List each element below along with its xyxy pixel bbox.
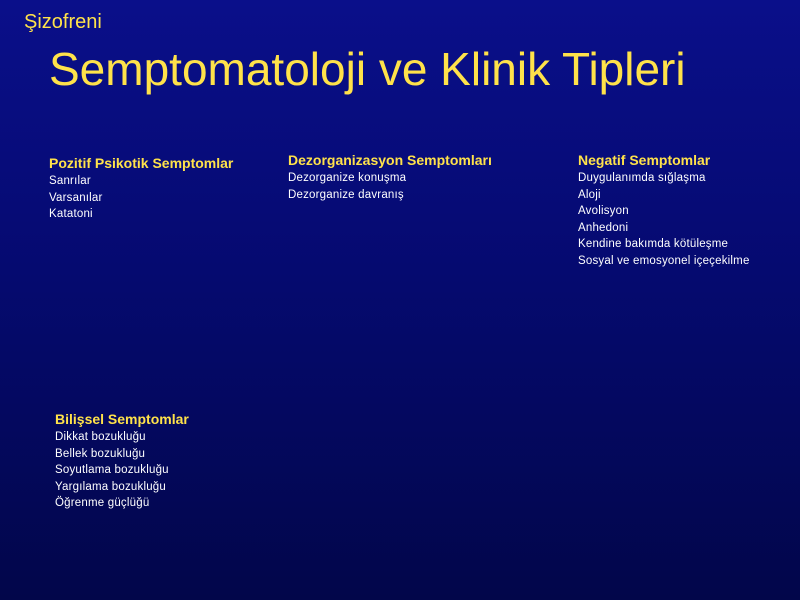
negative-symptoms-section bbox=[578, 150, 750, 269]
section-heading: Pozitif Psikotik Semptomlar bbox=[49, 155, 234, 171]
symptom-list bbox=[578, 170, 750, 269]
list-item: Dezorganize davranış bbox=[288, 188, 404, 201]
cognitive-symptoms-section bbox=[55, 409, 189, 512]
list-item: Duygulanımda sığlaşma bbox=[578, 172, 706, 184]
list-item: Bellek bozukluğu bbox=[55, 447, 146, 460]
section-heading: Negatif Semptomlar bbox=[578, 152, 711, 168]
symptom-list bbox=[49, 173, 233, 223]
list-item: Anhedoni bbox=[578, 221, 629, 234]
section-heading: Dezorganizasyon Semptomları bbox=[288, 152, 492, 168]
slide-topic: Şizofreni bbox=[24, 11, 102, 33]
slide-title: Semptomatoloji ve Klinik Tipleri bbox=[49, 43, 686, 95]
list-item: Soyutlama bozukluğu bbox=[55, 464, 169, 476]
disorganization-symptoms-section bbox=[288, 150, 492, 203]
section-heading: Bilişsel Semptomlar bbox=[55, 411, 189, 427]
list-item: Aloji bbox=[578, 188, 601, 201]
symptom-list bbox=[55, 429, 189, 512]
list-item: Öğrenme güçlüğü bbox=[55, 497, 150, 509]
positive-symptoms-section bbox=[49, 153, 233, 223]
list-item: Sosyal ve emosyonel içeçekilme bbox=[578, 254, 750, 267]
symptom-list bbox=[288, 170, 492, 203]
list-item: Katatoni bbox=[49, 208, 93, 220]
list-item: Kendine bakımda kötüleşme bbox=[578, 238, 729, 250]
list-item: Varsanılar bbox=[49, 191, 103, 204]
list-item: Yargılama bozukluğu bbox=[55, 480, 166, 493]
list-item: Sanrılar bbox=[49, 175, 91, 187]
list-item: Avolisyon bbox=[578, 205, 629, 217]
list-item: Dikkat bozukluğu bbox=[55, 431, 146, 443]
list-item: Dezorganize konuşma bbox=[288, 172, 407, 184]
